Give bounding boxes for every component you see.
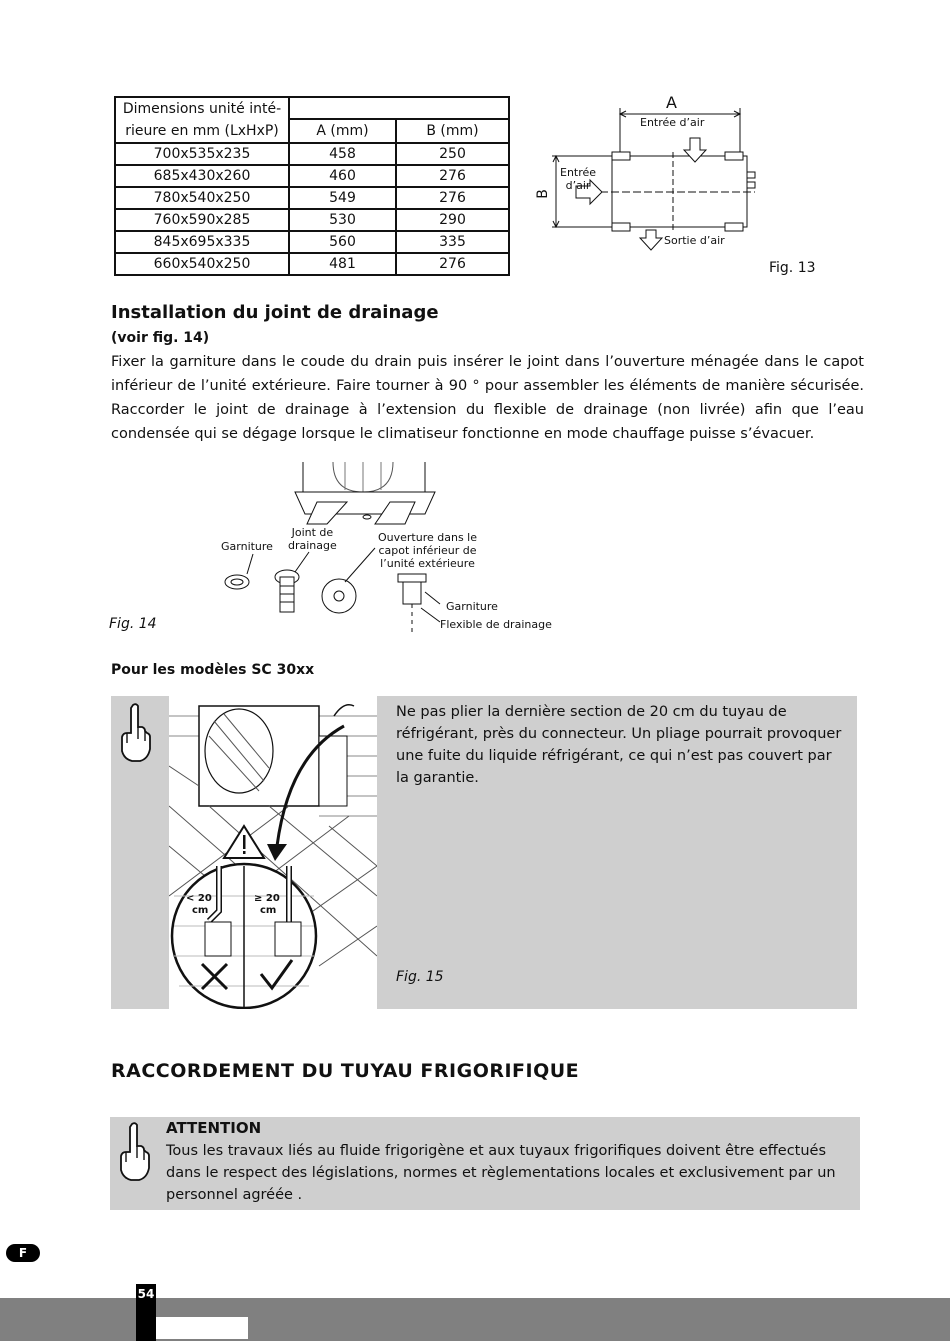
fig14-flexible: Flexible de drainage xyxy=(440,618,552,631)
table-cell: 481 xyxy=(289,253,396,275)
fig14-garniture: Garniture xyxy=(221,540,273,553)
fig15-caption: Fig. 15 xyxy=(396,969,444,985)
fig13-air-in-left: Entrée d’air xyxy=(560,166,597,192)
fig13-air-out: Sortie d’air xyxy=(664,234,725,247)
drain-section-paragraph: Fixer la garniture dans le coude du drain puis insérer le joint dans l’ouverture ménagée dans le capot inférieur de l’unité extérieure. Faire tourner à 90 ° pour assembler les éléments de manière sécurisée. Raccorder le joint de drainage à l’extension du flexible de drainage (non livrée) afin que l’eau condensée qui se dégage lorsque le climatiseur fonctionne en mode chauffage puisse s’évacuer. xyxy=(111,354,864,442)
fig13-air-in-top: Entrée d’air xyxy=(640,116,705,129)
table-cell: 700x535x235 xyxy=(115,143,289,165)
fig13-label-a: A xyxy=(666,93,677,112)
table-header-a: A (mm) xyxy=(289,119,396,143)
drain-section-subtitle: (voir fig. 14) xyxy=(111,330,210,346)
pointing-hand-icon xyxy=(117,1122,151,1182)
fig15-illustration xyxy=(169,696,377,1009)
table-cell: 560 xyxy=(289,231,396,253)
table-cell: 276 xyxy=(396,165,509,187)
fig13-label-b: B xyxy=(534,189,551,199)
page-number: 54 xyxy=(136,1284,156,1341)
table-cell: 845x695x335 xyxy=(115,231,289,253)
table-cell: 780x540x250 xyxy=(115,187,289,209)
table-row xyxy=(115,143,509,165)
models-heading: Pour les modèles SC 30xx xyxy=(111,662,315,678)
table-header-dimensions: Dimensions unité inté- rieure en mm (LxHxP) xyxy=(115,97,289,143)
attention-text: Tous les travaux liés au fluide frigorigène et aux tuyaux frigorifiques doivent être effectués dans le respect des législations, normes et règlementations locales et exclusivement par un personnel agréée . xyxy=(166,1143,836,1203)
table-cell: 335 xyxy=(396,231,509,253)
fig13-caption: Fig. 13 xyxy=(769,260,816,276)
dimensions-table xyxy=(114,96,510,276)
table-cell: 458 xyxy=(289,143,396,165)
table-row xyxy=(115,231,509,253)
drain-section-title: Installation du joint de drainage xyxy=(111,302,439,323)
warning-text: Ne pas plier la dernière section de 20 cm du tuyau de réfrigérant, près du connecteur. Un pliage pourrait provoquer une fuite du liquide réfrigérant, ce qui n’est pas couvert par la garantie. xyxy=(396,704,842,786)
fig14-ouverture: Ouverture dans le capot inférieur de l’unité extérieure xyxy=(378,531,478,570)
fig14-caption: Fig. 14 xyxy=(109,616,157,632)
table-cell: 250 xyxy=(396,143,509,165)
table-cell: 549 xyxy=(289,187,396,209)
table-cell: 460 xyxy=(289,165,396,187)
table-cell: 685x430x260 xyxy=(115,165,289,187)
table-cell: 276 xyxy=(396,187,509,209)
table-row xyxy=(115,253,509,275)
table-row xyxy=(115,165,509,187)
table-cell: 530 xyxy=(289,209,396,231)
table-cell: 660x540x250 xyxy=(115,253,289,275)
table-header-row xyxy=(115,97,509,119)
footer-white-block xyxy=(156,1317,248,1339)
fig15-label-right: ≥ 20 cm xyxy=(254,893,280,916)
fig14-joint: Joint de drainage xyxy=(288,526,337,552)
pointing-hand-icon xyxy=(118,703,152,765)
fig14-garniture-2: Garniture xyxy=(446,600,498,613)
table-cell: 760x590x285 xyxy=(115,209,289,231)
attention-title: ATTENTION xyxy=(166,1119,262,1137)
table-row xyxy=(115,209,509,231)
table-cell: 276 xyxy=(396,253,509,275)
fig15-label-left: < 20 cm xyxy=(186,893,212,916)
table-header-blank xyxy=(289,97,509,119)
language-badge: F xyxy=(6,1244,40,1262)
table-cell: 290 xyxy=(396,209,509,231)
table-row xyxy=(115,187,509,209)
section2-title: RACCORDEMENT DU TUYAU FRIGORIFIQUE xyxy=(111,1060,580,1082)
table-header-b: B (mm) xyxy=(396,119,509,143)
